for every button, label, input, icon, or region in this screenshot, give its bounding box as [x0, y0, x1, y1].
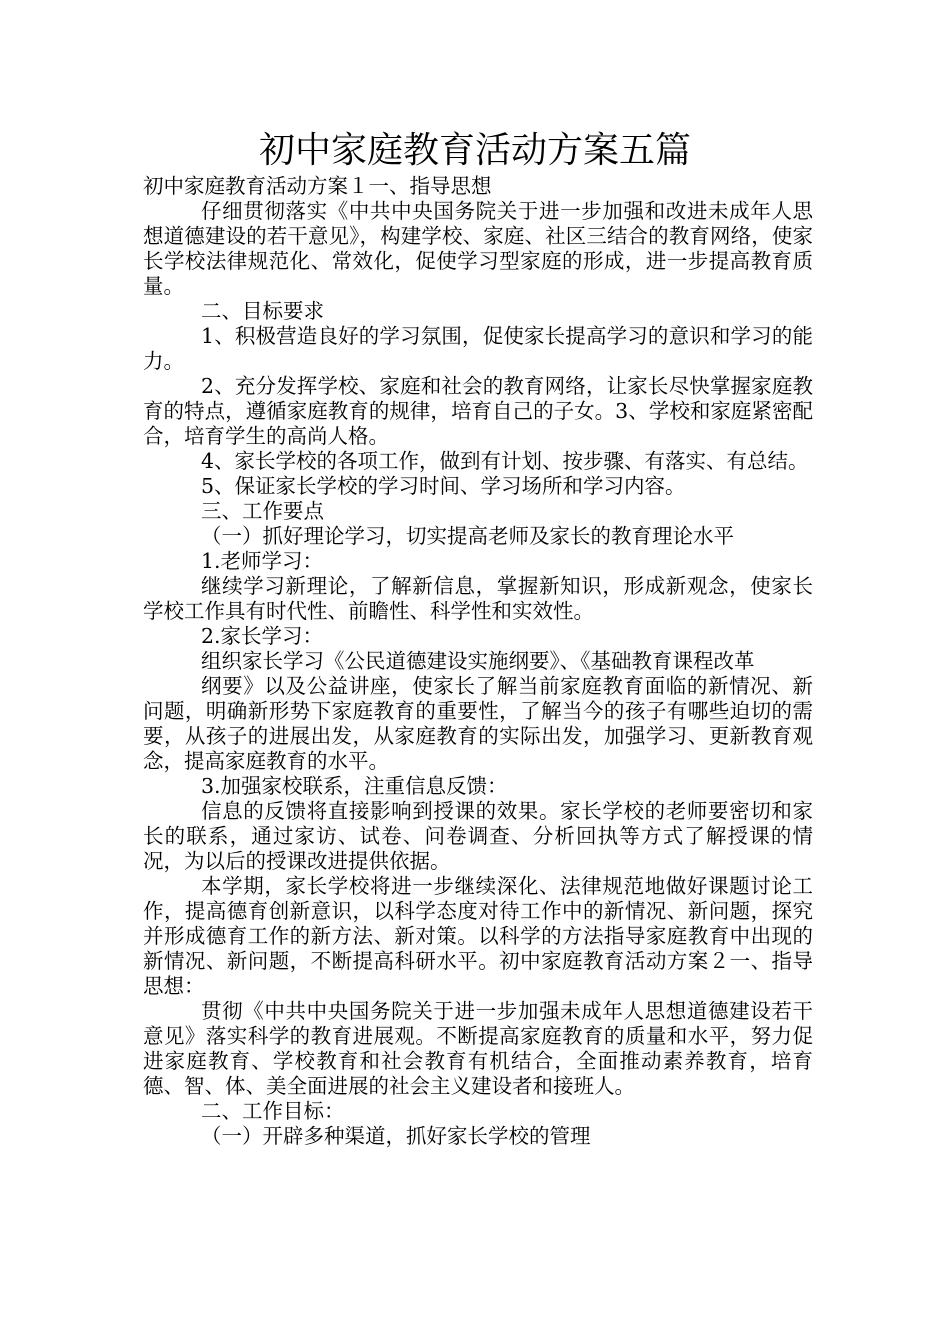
paragraph: 2、充分发挥学校、家庭和社会的教育网络，让家长尽快掌握家庭教育的特点，遵循家庭教育的规律，培育自己的子女。3、学校和家庭紧密配合，培育学生的高尚人格。	[143, 374, 813, 448]
paragraph: （一）抓好理论学习，切实提高老师及家长的教育理论水平	[201, 524, 734, 548]
paragraph: 纲要》以及公益讲座，使家长了解当前家庭教育面临的新情况、新问题，明确新形势下家庭教育的重要性，了解当今的孩子有哪些迫切的需要，从孩子的进展出发，从家庭教育的实际出发，加强学习、更新教育观念，提高家庭教育的水平。	[143, 674, 813, 773]
paragraph: 组织家长学习《公民道德建设实施纲要》、《基础教育课程改革	[201, 649, 755, 673]
paragraph: 4、家长学校的各项工作，做到有计划、按步骤、有落实、有总结。	[201, 449, 809, 473]
document-body	[143, 174, 813, 1149]
paragraph: 仔细贯彻落实《中共中央国务院关于进一步加强和改进未成年人思想道德建设的若干意见》，构建学校、家庭、社区三结合的教育网络，使家长学校法律规范化、常效化，促使学习型家庭的形成，进一步提高教育质量。	[143, 199, 813, 298]
paragraph: 继续学习新理论，了解新信息，掌握新知识，形成新观念，使家长学校工作具有时代性、前瞻性、科学性和实效性。	[143, 574, 813, 623]
paragraph: 信息的反馈将直接影响到授课的效果。家长学校的老师要密切和家长的联系，通过家访、试卷、问卷调查、分析回执等方式了解授课的情况，为以后的授课改进提供依据。	[143, 799, 813, 873]
paragraph: 二、工作目标：	[201, 1099, 345, 1123]
paragraph: 3.加强家校联系，注重信息反馈：	[201, 774, 508, 798]
paragraph: 1.老师学习：	[201, 549, 324, 573]
paragraph: 2.家长学习：	[201, 624, 324, 648]
paragraph: 贯彻《中共中央国务院关于进一步加强未成年人思想道德建设若干意见》落实科学的教育进展观。不断提高家庭教育的质量和水平，努力促进家庭教育、学校教育和社会教育有机结合，全面推动素养教育，培育德、智、体、美全面进展的社会主义建设者和接班人。	[143, 999, 813, 1098]
paragraph: 三、工作要点	[201, 499, 324, 523]
paragraph: （一）开辟多种渠道，抓好家长学校的管理	[201, 1124, 591, 1148]
document-title: 初中家庭教育活动方案五篇	[258, 130, 691, 171]
paragraph: 1、积极营造良好的学习氛围，促使家长提高学习的意识和学习的能力。	[143, 324, 813, 373]
paragraph: 初中家庭教育活动方案１一、指导思想	[143, 174, 492, 198]
paragraph: 本学期，家长学校将进一步继续深化、法律规范地做好课题讨论工作，提高德育创新意识，以科学态度对待工作中的新情况、新问题，探究并形成德育工作的新方法、新对策。以科学的方法指导家庭教育中出现的新情况、新问题，不断提高科研水平。初中家庭教育活动方案２一、指导思想：	[143, 874, 813, 998]
paragraph: 5、保证家长学校的学习时间、学习场所和学习内容。	[201, 474, 686, 498]
paragraph: 二、目标要求	[201, 299, 324, 323]
